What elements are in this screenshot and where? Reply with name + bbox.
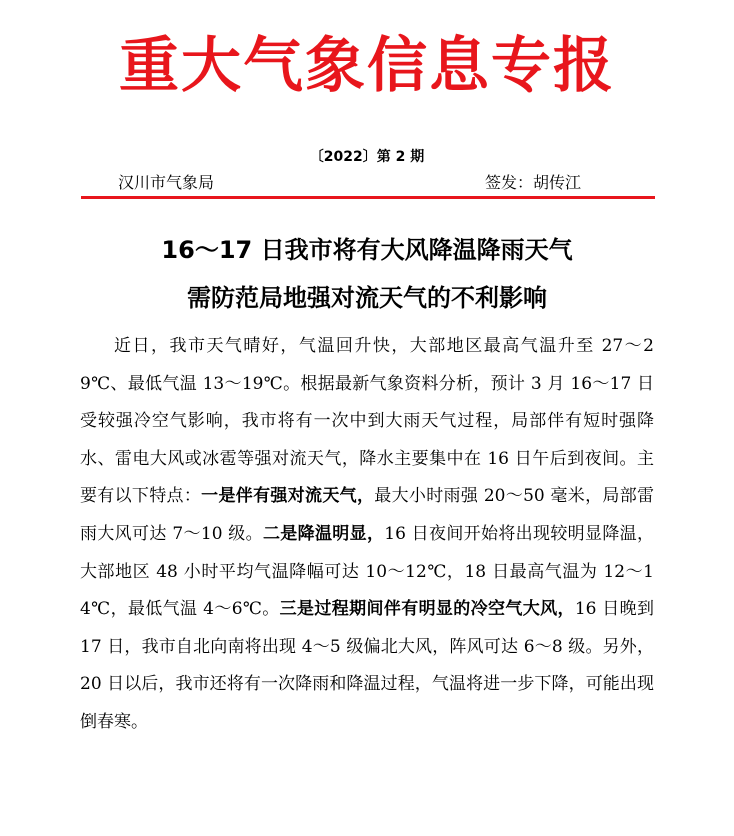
body-paragraph	[80, 328, 654, 742]
masthead-title: 重大气象信息专报	[119, 31, 615, 101]
key-point-3: 三是过程期间伴有明显的冷空气大风，	[279, 599, 575, 620]
red-divider-rule	[81, 196, 655, 199]
body-text-segment: 最大小时雨强 20～50 毫米，局部雷雨大风可达 7～10 级。	[80, 486, 655, 544]
body-text-segment: 近日，我市天气晴好，气温回升快，大部地区最高气温升至 27～29℃、最低气温 13～19℃。根据最新气象资料分析，预计 3 月 16～17 日受较强冷空气影响，我市将有一次中到大雨天气过程，局部伴有短时强降水、雷电大风或冰雹等强对流天气，降水主要集中在 16 日午后到夜间。主要有以下特点：	[80, 336, 654, 507]
headline-line-2: 需防范局地强对流天气的不利影响	[187, 284, 547, 312]
body-text-segment: 16 日晚到 17 日，我市自北向南将出现 4～5 级偏北大风，阵风可达 6～8 级。另外，20 日以后，我市还将有一次降雨和降温过程，气温将进一步下降，可能出现倒春寒。	[80, 599, 654, 732]
key-point-1: 一是伴有强对流天气，	[201, 486, 375, 507]
signer-name: 签发：胡传江	[485, 173, 582, 192]
issue-number: 〔2022〕第 2 期	[309, 149, 425, 165]
key-point-2: 二是降温明显，	[262, 523, 385, 544]
issuer-name: 汉川市气象局	[118, 173, 215, 192]
body-text-segment: 16 日夜间开始将出现较明显降温，大部地区 48 小时平均气温降幅可达 10～12℃，18 日最高气温为 12～14℃，最低气温 4～6℃。	[80, 523, 654, 620]
headline-line-1: 16～17 日我市将有大风降温降雨天气	[161, 236, 573, 264]
